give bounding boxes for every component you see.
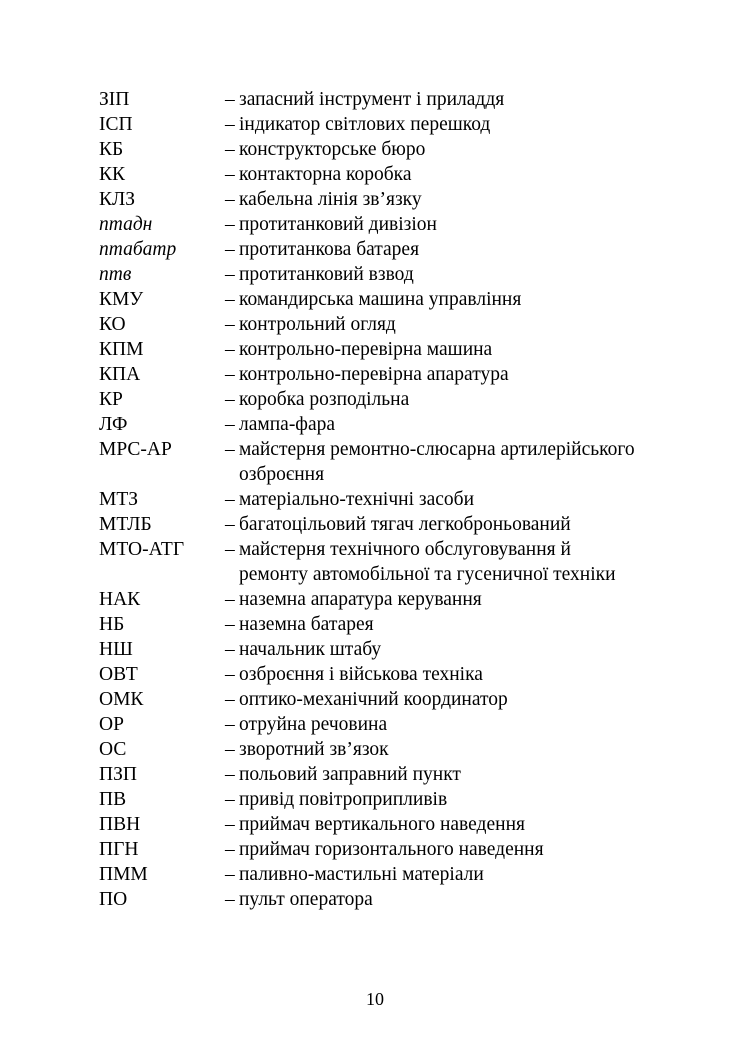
definition-dash: – — [225, 839, 235, 860]
definition-dash: – — [225, 139, 235, 160]
abbreviation-entry — [99, 537, 699, 587]
abbreviation-term: ЗІП — [99, 89, 130, 110]
abbreviation-term: КПМ — [99, 339, 144, 360]
abbreviation-definition — [225, 412, 699, 437]
abbreviation-term: МРС-АР — [99, 439, 172, 460]
abbreviation-definition — [225, 237, 699, 262]
abbreviation-list — [99, 87, 699, 912]
abbreviation-term: ПВ — [99, 789, 127, 810]
definition-dash: – — [225, 539, 235, 560]
definition-dash: – — [225, 789, 235, 810]
definition-dash: – — [225, 439, 235, 460]
definition-text: майстерня технічного обслуговування й ремонту автомобільної та гусеничної техніки — [239, 539, 616, 585]
definition-text: паливно-мастильні матеріали — [239, 864, 484, 885]
abbreviation-term: птадн — [99, 214, 153, 235]
definition-text: контрольно-перевірна машина — [239, 339, 493, 360]
definition-text: приймач вертикального наведення — [239, 814, 525, 835]
abbreviation-entry — [99, 662, 699, 687]
abbreviation-term: КМУ — [99, 289, 144, 310]
abbreviation-definition — [225, 337, 699, 362]
definition-text: індикатор світлових перешкод — [239, 114, 491, 135]
definition-dash: – — [225, 289, 235, 310]
definition-text: протитанковий взвод — [239, 264, 414, 285]
definition-dash: – — [225, 389, 235, 410]
abbreviation-definition — [225, 437, 699, 487]
definition-dash: – — [225, 339, 235, 360]
abbreviation-term: ПВН — [99, 814, 141, 835]
definition-text: запасний інструмент і приладдя — [239, 89, 505, 110]
abbreviation-entry — [99, 487, 699, 512]
abbreviation-definition — [225, 387, 699, 412]
abbreviation-entry — [99, 887, 699, 912]
abbreviation-definition — [225, 187, 699, 212]
definition-text: контрольний огляд — [239, 314, 396, 335]
abbreviation-term: КЛЗ — [99, 189, 136, 210]
abbreviation-term: КК — [99, 164, 126, 185]
abbreviation-term: ПО — [99, 889, 128, 910]
abbreviation-definition — [225, 162, 699, 187]
abbreviation-definition — [225, 512, 699, 537]
abbreviation-entry — [99, 862, 699, 887]
abbreviation-term: КПА — [99, 364, 141, 385]
definition-dash: – — [225, 214, 235, 235]
definition-dash: – — [225, 589, 235, 610]
definition-text: майстерня ремонтно-слюсарна артилерійського озброєння — [239, 439, 635, 485]
abbreviation-term: НШ — [99, 639, 133, 660]
definition-text: польовий заправний пункт — [239, 764, 461, 785]
definition-dash: – — [225, 739, 235, 760]
abbreviation-definition — [225, 687, 699, 712]
abbreviation-definition — [225, 887, 699, 912]
abbreviation-entry — [99, 237, 699, 262]
definition-dash: – — [225, 764, 235, 785]
abbreviation-term: КБ — [99, 139, 124, 160]
definition-dash: – — [225, 164, 235, 185]
abbreviation-entry — [99, 812, 699, 837]
definition-text: начальник штабу — [239, 639, 382, 660]
abbreviation-entry — [99, 737, 699, 762]
abbreviation-entry — [99, 712, 699, 737]
abbreviation-term: ЛФ — [99, 414, 128, 435]
definition-text: наземна апаратура керування — [239, 589, 482, 610]
definition-dash: – — [225, 114, 235, 135]
definition-text: кабельна лінія зв’язку — [239, 189, 422, 210]
definition-dash: – — [225, 614, 235, 635]
abbreviation-entry — [99, 312, 699, 337]
abbreviation-term: ОС — [99, 739, 127, 760]
abbreviation-definition — [225, 787, 699, 812]
abbreviation-entry — [99, 437, 699, 487]
abbreviation-term: НБ — [99, 614, 125, 635]
abbreviation-entry — [99, 837, 699, 862]
abbreviation-definition — [225, 312, 699, 337]
abbreviation-term: ПЗП — [99, 764, 137, 785]
abbreviation-term: ІСП — [99, 114, 133, 135]
abbreviation-entry — [99, 337, 699, 362]
definition-text: привід повітроприпливів — [239, 789, 448, 810]
abbreviation-definition — [225, 87, 699, 112]
abbreviation-term: ОР — [99, 714, 124, 735]
abbreviation-entry — [99, 762, 699, 787]
abbreviation-entry — [99, 637, 699, 662]
abbreviation-term: ПММ — [99, 864, 148, 885]
abbreviation-definition — [225, 487, 699, 512]
abbreviation-term: КО — [99, 314, 126, 335]
definition-text: лампа-фара — [239, 414, 336, 435]
definition-text: оптико-механічний координатор — [239, 689, 508, 710]
definition-text: протитанкова батарея — [239, 239, 420, 260]
abbreviation-definition — [225, 737, 699, 762]
definition-text: приймач горизонтального наведення — [239, 839, 544, 860]
page-number: 10 — [366, 989, 384, 1009]
abbreviation-term: МТО-АТГ — [99, 539, 185, 560]
abbreviation-entry — [99, 187, 699, 212]
abbreviation-entry — [99, 87, 699, 112]
abbreviation-definition — [225, 762, 699, 787]
abbreviation-entry — [99, 512, 699, 537]
definition-text: отруйна речовина — [239, 714, 388, 735]
definition-dash: – — [225, 264, 235, 285]
abbreviation-entry — [99, 287, 699, 312]
abbreviation-entry — [99, 262, 699, 287]
definition-dash: – — [225, 664, 235, 685]
definition-dash: – — [225, 514, 235, 535]
abbreviation-definition — [225, 662, 699, 687]
definition-text: пульт оператора — [239, 889, 373, 910]
definition-dash: – — [225, 489, 235, 510]
definition-text: конструкторське бюро — [239, 139, 426, 160]
definition-text: озброєння і військова техніка — [239, 664, 483, 685]
definition-dash: – — [225, 314, 235, 335]
abbreviation-definition — [225, 837, 699, 862]
abbreviation-definition — [225, 612, 699, 637]
abbreviation-term: птабатр — [99, 239, 177, 260]
definition-dash: – — [225, 864, 235, 885]
abbreviation-definition — [225, 812, 699, 837]
definition-dash: – — [225, 189, 235, 210]
abbreviation-entry — [99, 587, 699, 612]
definition-text: коробка розподільна — [239, 389, 410, 410]
abbreviation-definition — [225, 137, 699, 162]
abbreviation-entry — [99, 387, 699, 412]
definition-dash: – — [225, 889, 235, 910]
abbreviation-term: ПГН — [99, 839, 139, 860]
definition-dash: – — [225, 414, 235, 435]
abbreviation-entry — [99, 412, 699, 437]
abbreviation-entry — [99, 112, 699, 137]
abbreviation-term: ОМК — [99, 689, 144, 710]
abbreviation-term: НАК — [99, 589, 141, 610]
definition-dash: – — [225, 814, 235, 835]
abbreviation-term: птв — [99, 264, 132, 285]
abbreviation-entry — [99, 212, 699, 237]
abbreviation-definition — [225, 637, 699, 662]
abbreviation-entry — [99, 687, 699, 712]
abbreviation-entry — [99, 787, 699, 812]
definition-dash: – — [225, 364, 235, 385]
definition-text: зворотний зв’язок — [239, 739, 389, 760]
definition-text: матеріально-технічні засоби — [239, 489, 475, 510]
abbreviation-definition — [225, 212, 699, 237]
abbreviation-definition — [225, 712, 699, 737]
definition-dash: – — [225, 639, 235, 660]
definition-dash: – — [225, 714, 235, 735]
abbreviation-definition — [225, 862, 699, 887]
abbreviation-entry — [99, 162, 699, 187]
definition-dash: – — [225, 89, 235, 110]
abbreviation-term: МТЗ — [99, 489, 139, 510]
abbreviation-definition — [225, 287, 699, 312]
abbreviation-entry — [99, 612, 699, 637]
abbreviation-term: МТЛБ — [99, 514, 152, 535]
definition-text: контрольно-перевірна апаратура — [239, 364, 509, 385]
abbreviation-definition — [225, 262, 699, 287]
definition-text: протитанковий дивізіон — [239, 214, 437, 235]
abbreviation-term: ОВТ — [99, 664, 138, 685]
definition-text: командирська машина управління — [239, 289, 522, 310]
abbreviation-definition — [225, 362, 699, 387]
definition-text: наземна батарея — [239, 614, 374, 635]
abbreviation-entry — [99, 362, 699, 387]
abbreviation-entry — [99, 137, 699, 162]
abbreviation-definition — [225, 537, 699, 587]
definition-dash: – — [225, 689, 235, 710]
abbreviation-definition — [225, 587, 699, 612]
abbreviation-term: КР — [99, 389, 123, 410]
abbreviation-definition — [225, 112, 699, 137]
definition-dash: – — [225, 239, 235, 260]
definition-text: багатоцільовий тягач легкоброньований — [239, 514, 571, 535]
definition-text: контакторна коробка — [239, 164, 412, 185]
